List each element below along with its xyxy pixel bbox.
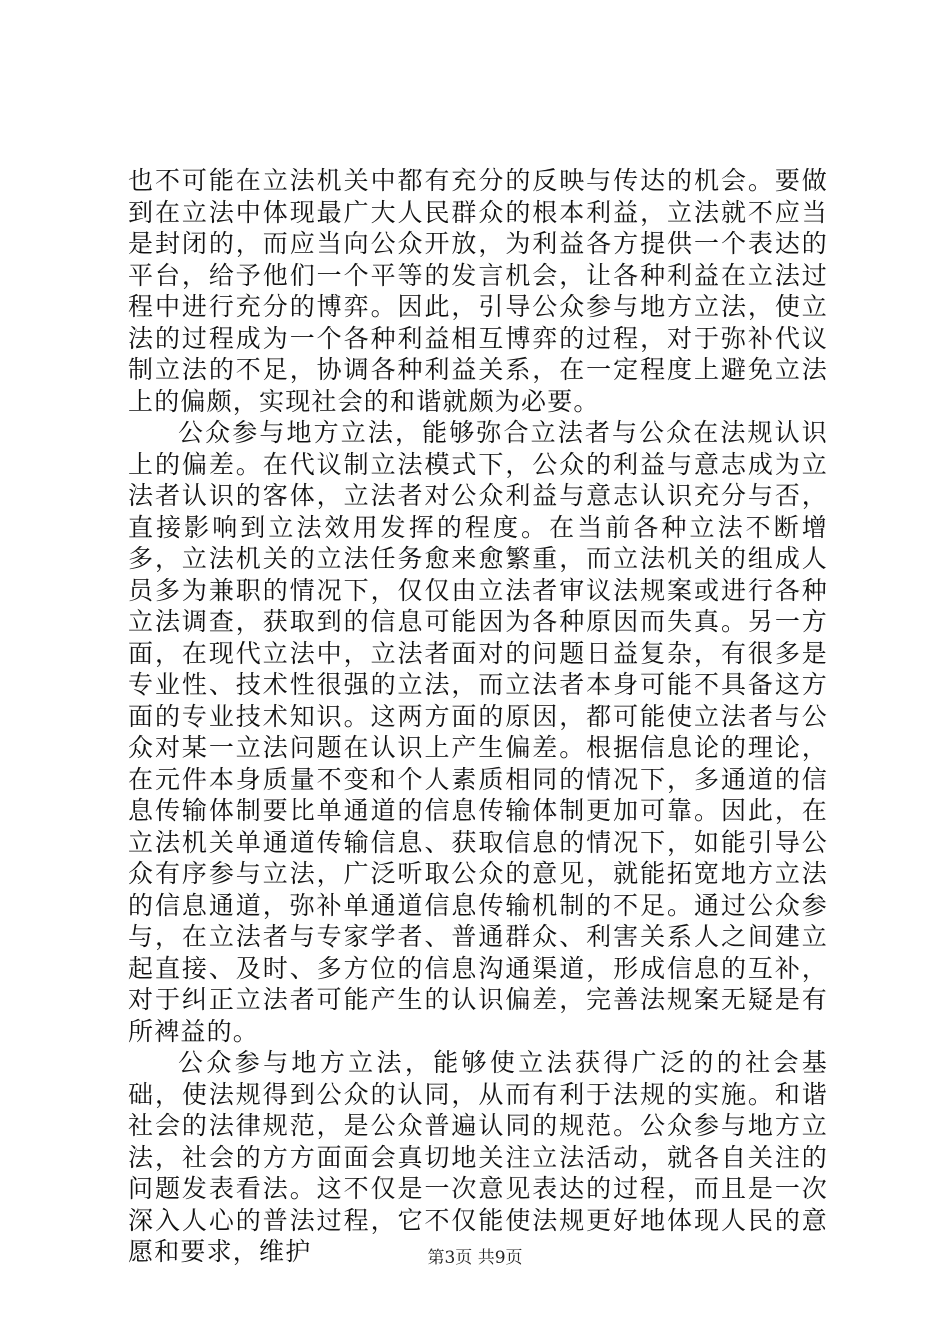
page-footer: 第3页 共9页	[427, 1248, 523, 1268]
paragraph-social-foundation: 公众参与地方立法，能够使立法获得广泛的的社会基础，使法规得到公众的认同，从而有利于法规的实施。和谐社会的法律规范，是公众普遍认同的规范。公众参与地方立法，社会的方方面面会真切地关注立法活动，就各自关注的问题发表看法。这不仅是一次意见表达的过程，而且是一次深入人心的普法过程，它不仅能使法规更好地体现人民的意愿和要求，维护	[128, 1048, 828, 1266]
paragraph-continuation: 也不可能在立法机关中都有充分的反映与传达的机会。要做到在立法中体现最广大人民群众的根本利益，立法就不应当是封闭的，而应当向公众开放，为利益各方提供一个表达的平台，给予他们一个平等的发言机会，让各种利益在立法过程中进行充分的博弈。因此，引导公众参与地方立法，使立法的过程成为一个各种利益相互博弈的过程，对于弥补代议制立法的不足，协调各种利益关系，在一定程度上避免立法上的偏颇，实现社会的和谐就颇为必要。	[128, 166, 828, 416]
paragraph-information-gap: 公众参与地方立法，能够弥合立法者与公众在法规认识上的偏差。在代议制立法模式下，公众的利益与意志成为立法者认识的客体，立法者对公众利益与意志认识充分与否，直接影响到立法效用发挥的程度。在当前各种立法不断增多，立法机关的立法任务愈来愈繁重，而立法机关的组成人员多为兼职的情况下，仅仅由立法者审议法规案或进行各种立法调查，获取到的信息可能因为各种原因而失真。另一方面，在现代立法中，立法者面对的问题日益复杂，有很多是专业性、技术性很强的立法，而立法者本身可能不具备这方面的专业技术知识。这两方面的原因，都可能使立法者与公众对某一立法问题在认识上产生偏差。根据信息论的理论，在元件本身质量不变和个人素质相同的情况下，多通道的信息传输体制要比单通道的信息传输体制更加可靠。因此，在立法机关单通道传输信息、获取信息的情况下，如能引导公众有序参与立法，广泛听取公众的意见，就能拓宽地方立法的信息通道，弥补单通道信息传输机制的不足。通过公众参与，在立法者与专家学者、普通群众、利害关系人之间建立起直接、及时、多方位的信息沟通渠道，形成信息的互补，对于纠正立法者可能产生的认识偏差，完善法规案无疑是有所裨益的。	[128, 418, 828, 1046]
document-body	[128, 165, 828, 1268]
